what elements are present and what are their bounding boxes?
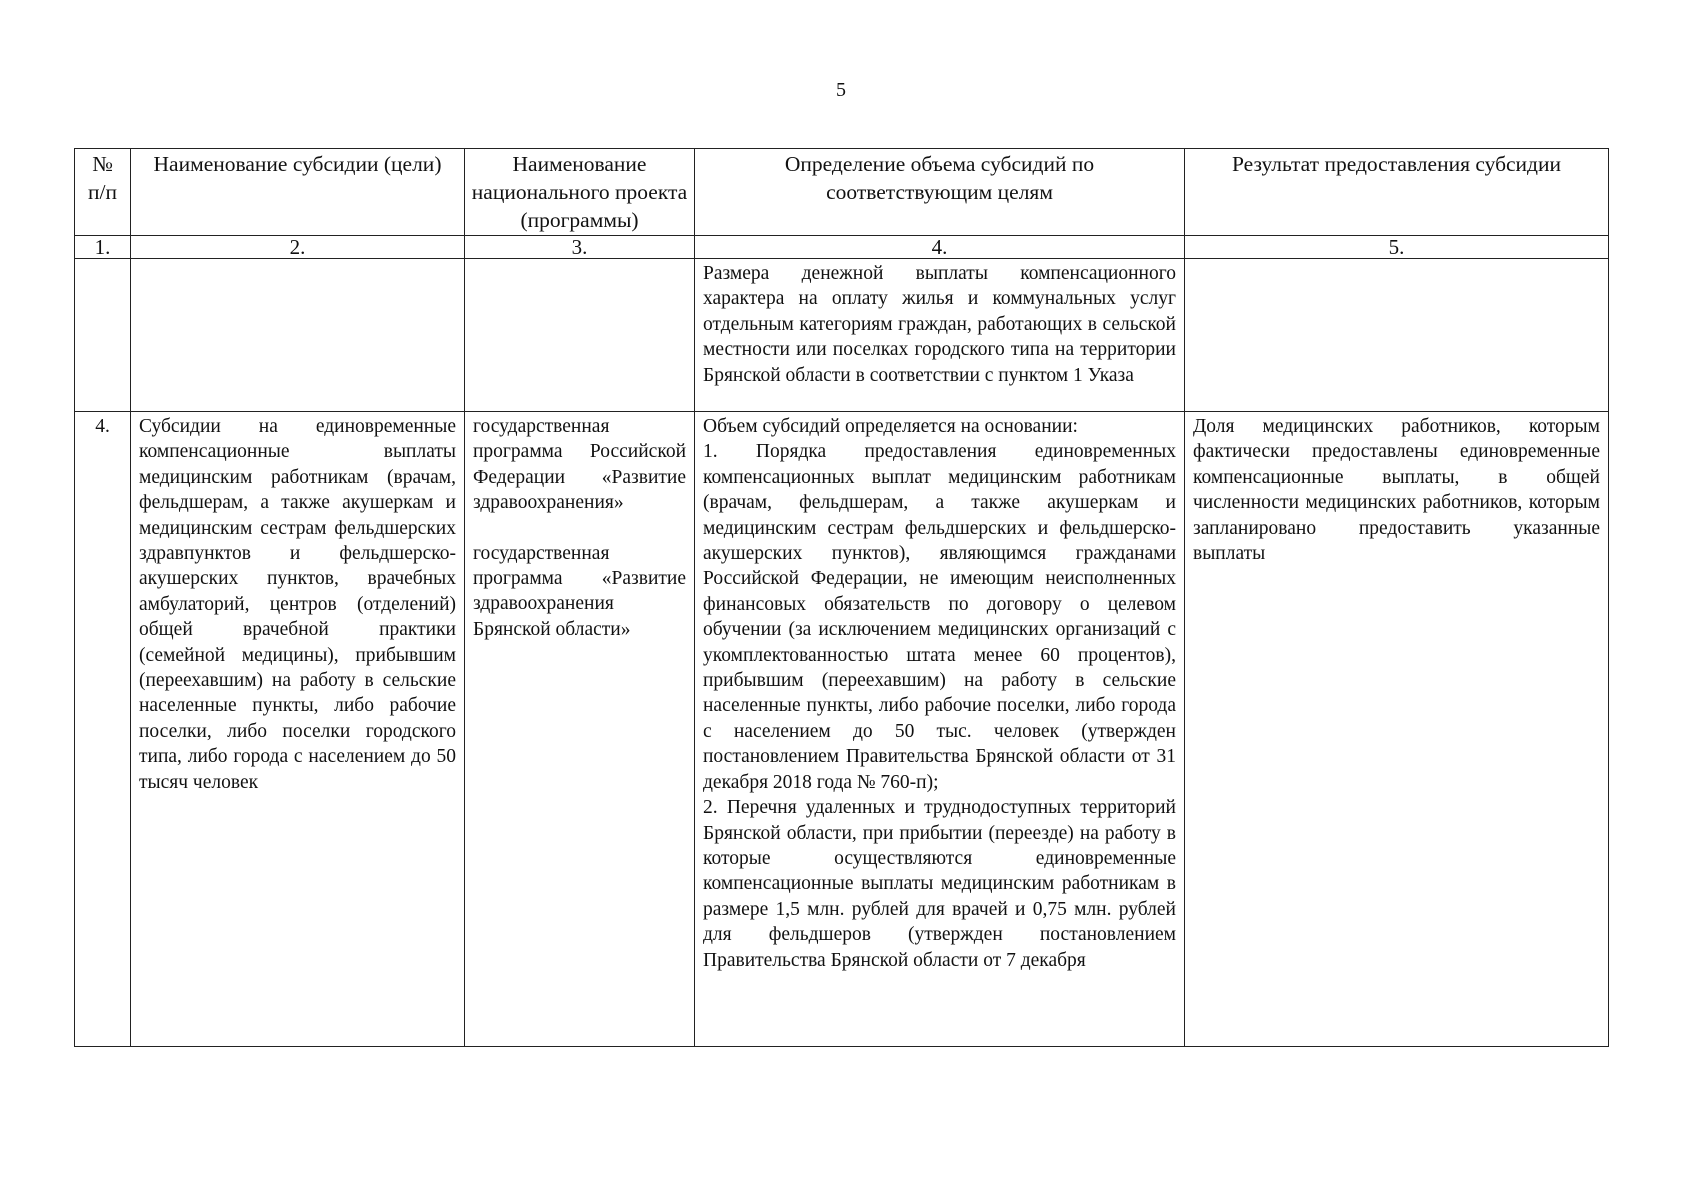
cell-empty — [131, 259, 465, 412]
volume-intro: Объем субсидий определяется на основании: — [703, 416, 1078, 437]
volume-item-2: 2. Перечня удаленных и труднодоступных территорий Брянской области, при прибытии (переезде) на работу в которые осуществляются единовременные компенсационные выплаты медицинским работникам в размере 1,5 млн. рублей для врачей и 0,75 млн. рублей для фельдшеров (утвержден постановлением Правительства Брянской области от 7 декабря — [703, 797, 1176, 971]
header-subsidy-name: Наименование субсидии (цели) — [131, 149, 465, 236]
column-number-row — [75, 236, 1609, 259]
cell-empty — [75, 259, 131, 412]
table-row-continuation — [75, 259, 1609, 412]
paragraph-gap — [473, 516, 686, 541]
cell-volume-determination — [695, 412, 1185, 1047]
header-result: Результат предоставления субсидии — [1185, 149, 1609, 236]
table-row-4 — [75, 412, 1609, 1047]
column-number-3: 3. — [465, 236, 695, 259]
table-header-row — [75, 149, 1609, 236]
column-number-5: 5. — [1185, 236, 1609, 259]
column-number-4: 4. — [695, 236, 1185, 259]
program-regional: государственная программа «Развитие здравоохранения Брянской области» — [473, 542, 686, 640]
cell-row-number: 4. — [75, 412, 131, 1047]
volume-item-1: 1. Порядка предоставления единовременных компенсационных выплат медицинским работникам (врачам, фельдшерам, а также акушеркам и медицинским сестрам фельдшерских и фельдшерско-акушерских пунктов), являющимся гражданами Российской Федерации, не имеющим неисполненных финансовых обязательств по договору о целевом обучении (за исключением медицинских организаций с укомплектованностью штата менее 60 процентов), прибывшим (переехавшим) на работу в сельские населенные пункты, либо рабочие поселки, либо города с населением до 50 тыс. человек (утвержден постановлением Правительства Брянской области от 31 декабря 2018 года № 760-п); — [703, 441, 1176, 793]
cell-result: Доля медицинских работников, которым фактически предоставлены единовременные компенсационные выплаты, в общей численности медицинских работников, которым запланировано предоставить указанные выплаты — [1185, 412, 1609, 1047]
header-number: № п/п — [75, 149, 131, 236]
header-national-project: Наименование национального проекта (программы) — [465, 149, 695, 236]
program-federal: государственная программа Российской Федерации «Развитие здравоохранения» — [473, 416, 686, 514]
cell-subsidy-name: Субсидии на единовременные компенсационные выплаты медицинским работникам (врачам, фельдшерам, а также акушеркам и медицинским сестрам фельдшерских здравпунктов и фельдшерско-акушерских пунктов, врачебных амбулаторий, центров (отделений) общей врачебной практики (семейной медицины), прибывшим (переехавшим) на работу в сельские населенные пункты, либо рабочие поселки, либо поселки городского типа, либо города с населением до 50 тысяч человек — [131, 412, 465, 1047]
page-number: 5 — [836, 79, 846, 101]
subsidy-table — [74, 148, 1609, 1047]
cell-empty — [465, 259, 695, 412]
cell-empty — [1185, 259, 1609, 412]
header-volume-determination: Определение объема субсидий по соответствующим целям — [695, 149, 1185, 236]
cell-national-project — [465, 412, 695, 1047]
cell-volume-continuation: Размера денежной выплаты компенсационного характера на оплату жилья и коммунальных услуг отдельным категориям граждан, работающих в сельской местности или поселках городского типа на территории Брянской области в соответствии с пунктом 1 Указа — [695, 259, 1185, 412]
column-number-1: 1. — [75, 236, 131, 259]
column-number-2: 2. — [131, 236, 465, 259]
